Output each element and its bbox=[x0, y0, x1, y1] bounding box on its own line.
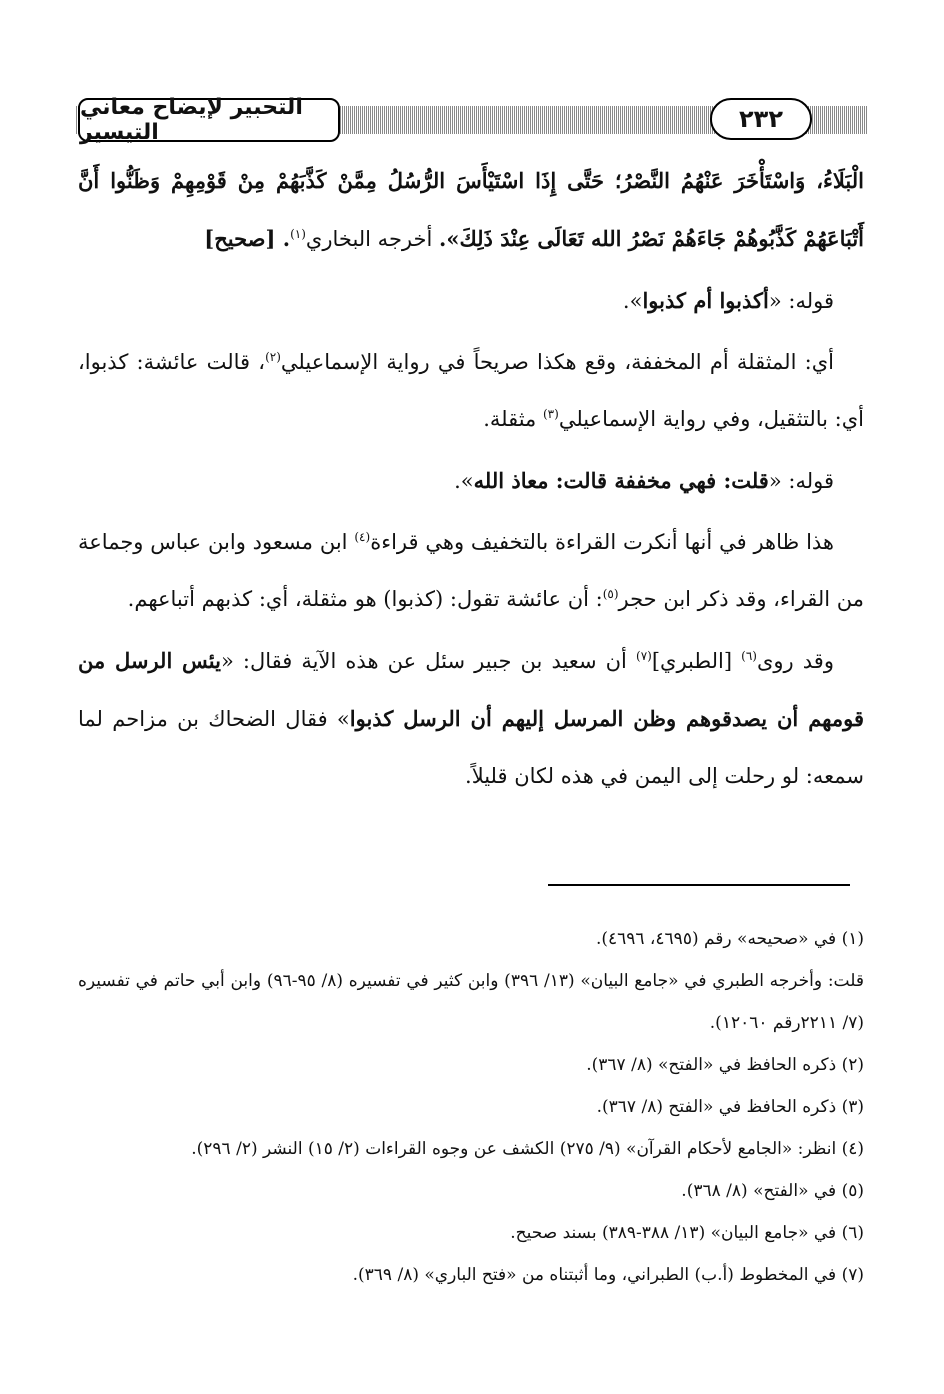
text: وقد روى bbox=[756, 649, 834, 673]
footnote-ref: (٧) bbox=[636, 649, 652, 663]
footnote-divider bbox=[548, 884, 850, 886]
text: ». bbox=[622, 289, 643, 313]
footnote-5: (٥) في «الفتح» (٨/ ٣٦٨). bbox=[681, 1181, 864, 1201]
footnote-4: (٤) انظر: «الجامع لأحكام القرآن» (٩/ ٢٧٥) الكشف عن وجوه القراءات (٢/ ١٥) النشر (٢/ ٢٩٦). bbox=[191, 1139, 864, 1159]
quoted-phrase: يئس الرسل من قومهم أن يصدقوهم وظن المرسل إليهم أن الرسل كذبوا bbox=[78, 648, 864, 731]
running-title bbox=[78, 95, 340, 145]
paragraph-qawluh-2 bbox=[78, 452, 864, 510]
paragraph-hadith bbox=[78, 152, 864, 268]
page-header bbox=[76, 96, 868, 152]
source-text: أخرجه البخاري bbox=[305, 227, 440, 251]
footnote-ref: (٢) bbox=[265, 350, 281, 364]
footnote-1-note: قلت: وأخرجه الطبري في «جامع البيان» (١٣/ ٣٩٦) وابن كثير في تفسيره (٨/ ٩٥-٩٦) وابن أبي حاتم في تفسيره (٧/ ٢٢١١رقم ١٢٠٦٠). bbox=[78, 971, 865, 1033]
footnote-1: (١) في «صحيحه» رقم (٤٦٩٥، ٤٦٩٦). bbox=[595, 929, 864, 949]
page-number: ٢٣٢ bbox=[739, 105, 783, 133]
footnotes bbox=[78, 918, 864, 1296]
paragraph-explanation-2 bbox=[78, 514, 864, 628]
paragraph-qawluh-1 bbox=[78, 272, 864, 330]
quran-quote: الْبَلَاءُ، وَاسْتَأْخَرَ عَنْهُمُ النَّصْرُ؛ حَتَّى إِذَا اسْتَيْأَسَ الرُّسُلُ مِمَّنْ كَذَّبَهُمْ مِنْ قَوْمِهِمْ وَظَنُّوا أَنَّ أَتْبَاعَهُمْ كَذَّبُوهُمْ جَاءَهُمْ نَصْرُ الله تَعَالَى عِنْدَ ذَلِكَ». bbox=[78, 168, 864, 251]
text: [الطبري] bbox=[651, 649, 742, 673]
footnote-6: (٦) في «جامع البيان» (١٣/ ٣٨٨-٣٨٩) بسند صحيح. bbox=[510, 1223, 864, 1243]
footnote-3: (٣) ذكره الحافظ في «الفتح (٨/ ٣٦٧). bbox=[596, 1097, 864, 1117]
main-text bbox=[78, 152, 864, 805]
text: : أن عائشة تقول: (كذبوا) هو مثقلة، أي: كذبهم أتباعهم. bbox=[127, 587, 603, 611]
hadith-grade: . [صحيح] bbox=[204, 226, 291, 251]
footnote-ref: (٥) bbox=[602, 587, 619, 601]
text: ابن مسعود وابن عباس وجماعة من القراء، وقد ذكر ابن حجر bbox=[78, 530, 864, 611]
text: قوله: « bbox=[768, 289, 834, 313]
page-number-badge bbox=[710, 98, 812, 140]
text: ، قالت عائشة: كذبوا، أي: بالتثقيل، وفي رواية الإسماعيلي bbox=[78, 350, 864, 431]
footnote-ref: (١) bbox=[290, 227, 306, 241]
text: أي: المثقلة أم المخففة، وقع هكذا صريحاً في رواية الإسماعيلي bbox=[280, 350, 834, 374]
text: هذا ظاهر في أنها أنكرت القراءة بالتخفيف وهي قراءة bbox=[370, 530, 835, 554]
footnote-ref: (٦) bbox=[741, 649, 757, 663]
footnote-ref: (٤) bbox=[354, 530, 371, 544]
paragraph-explanation-1 bbox=[78, 334, 864, 448]
quoted-phrase: أكذبوا أم كذبوا bbox=[642, 288, 769, 313]
text: أن سعيد بن جبير سئل عن هذه الآية فقال: « bbox=[220, 649, 636, 673]
quoted-phrase: قلت: فهي مخففة قالت: معاذ الله bbox=[473, 468, 769, 493]
footnote-2: (٢) ذكره الحافظ في «الفتح» (٨/ ٣٦٧). bbox=[586, 1055, 864, 1075]
text: » فقال الضحاك بن مزاحم لما سمعه: لو رحلت إلى اليمن في هذه لكان قليلاً. bbox=[78, 707, 864, 788]
footnote-ref: (٣) bbox=[542, 407, 559, 421]
text: ». bbox=[454, 469, 474, 493]
book-title: التحبير لإيضاح معاني التيسير bbox=[80, 95, 303, 145]
text: قوله: « bbox=[768, 469, 834, 493]
paragraph-explanation-3 bbox=[78, 632, 864, 805]
text: مثقلة. bbox=[483, 407, 543, 431]
footnote-7: (٧) في المخطوط (أ.ب) الطبراني، وما أثبتناه من «فتح الباري» (٨/ ٣٦٩). bbox=[352, 1265, 864, 1285]
